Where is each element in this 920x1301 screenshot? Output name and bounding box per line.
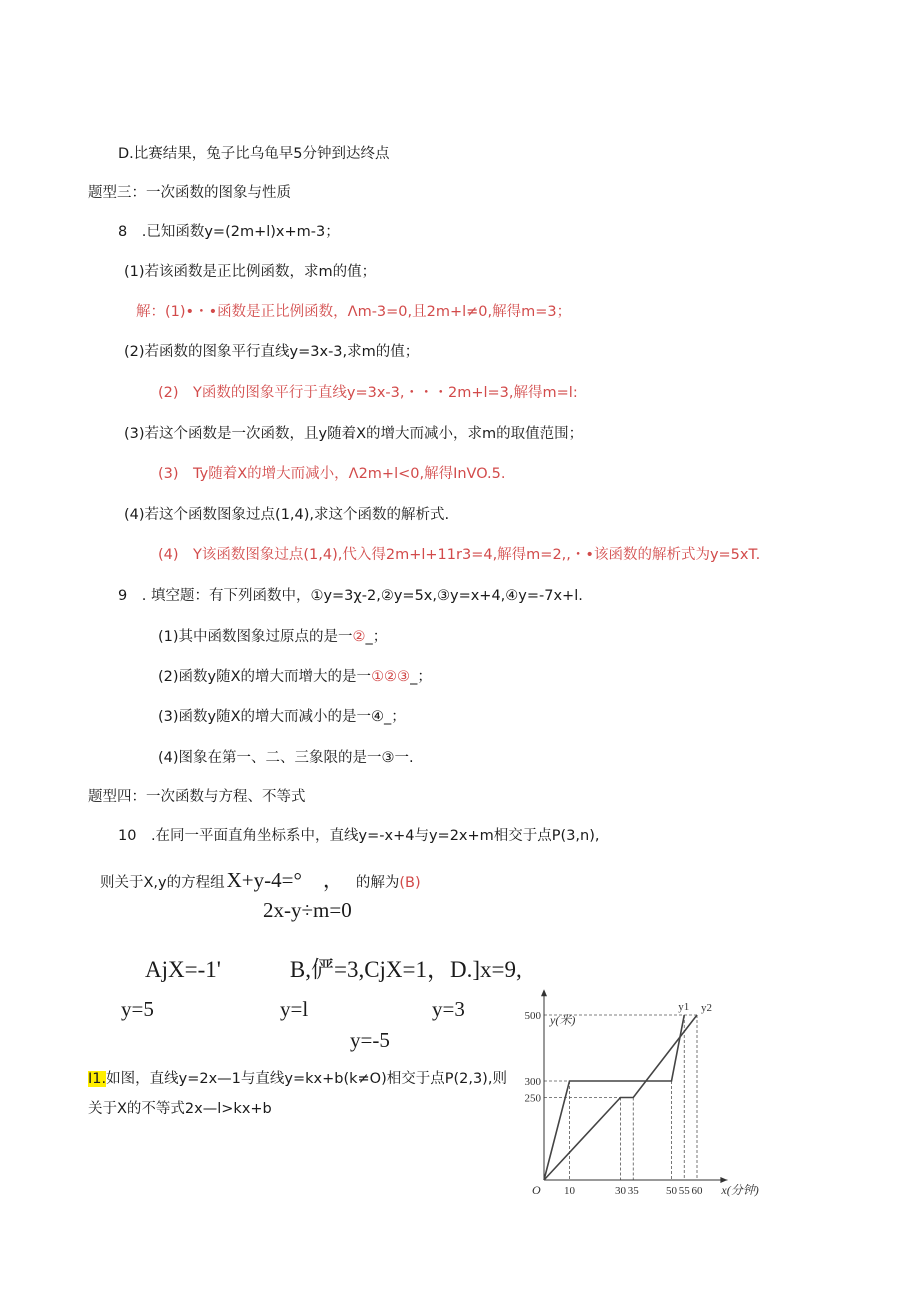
option-c-y: y=3 <box>432 997 465 1021</box>
question-8-part-4: (4)若这个函数图象过点(1,4),求这个函数的解析式. <box>124 507 450 523</box>
answer-8-part-1: 解：(1)•・•函数是正比例函数，Λm-3=0,且2m+l≠0,解得m=3； <box>136 304 572 320</box>
y-axis-label: y(米) <box>550 1013 576 1027</box>
question-8: 8 .已知函数y=(2m+l)x+m-3； <box>118 224 340 240</box>
question-10-equation-2: 2x-y÷m=0 <box>263 898 352 922</box>
question-9-part-1 <box>158 627 387 647</box>
q10-equation-1: X+y-4=° ， <box>226 868 344 892</box>
question-10-system <box>100 866 421 894</box>
question-11 <box>88 1069 507 1089</box>
question-9-part-4: (4)图象在第一、二、三象限的是一③一. <box>158 750 414 766</box>
option-b-y: y=l <box>280 997 309 1021</box>
section-heading-3: 题型三：一次函数的图象与性质 <box>88 185 291 201</box>
x-tick-label-10: 10 <box>564 1185 575 1197</box>
question-11-line-2: 关于X的不等式2x—l>kx+b <box>88 1101 272 1117</box>
origin-label: O <box>532 1183 541 1197</box>
question-10-options: AjX=-1' B,俨=3,CjX=1，D.]x=9, <box>145 957 522 982</box>
section-heading-4: 题型四：一次函数与方程、不等式 <box>88 789 306 805</box>
answer-8-part-4: (4) Y该函数图象过点(1,4),代入得2m+l+11r3=4,解得m=2,,・•该函数的解析式为y=5xT. <box>158 547 761 563</box>
q9-1-text: (1)其中函数图象过原点的是一 <box>158 629 353 645</box>
y-tick-label-250: 250 <box>524 1092 541 1105</box>
y-tick-label-300: 300 <box>524 1076 541 1088</box>
q9-1-tail: _； <box>365 629 388 645</box>
question-8-part-3: (3)若这个函数是一次函数，且y随着X的增大而减小，求m的取值范围； <box>124 426 584 442</box>
option-a-y: y=5 <box>121 997 154 1021</box>
q9-2-answer: ①②③ <box>371 669 411 685</box>
option-d-y: y=-5 <box>350 1028 390 1052</box>
x-tick-label-55: 55 <box>678 1185 690 1197</box>
q10-system-suffix: 的解为 <box>355 875 400 891</box>
option-d: D.比赛结果，兔子比乌龟早5分钟到达终点 <box>118 146 390 162</box>
y-axis-arrow <box>541 989 547 996</box>
x-tick-label-60: 60 <box>691 1185 703 1197</box>
q11-number: I1. <box>88 1071 107 1087</box>
answer-8-part-3: (3) Ty随着X的增大而减小，Λ2m+l<0,解得InVO.5. <box>158 466 506 482</box>
series-label-y1: y1 <box>678 1001 690 1013</box>
series-label-y2: y2 <box>701 1002 712 1014</box>
question-9-part-3: (3)函数y随X的增大而减小的是一④_； <box>158 709 406 725</box>
x-tick-label-50: 50 <box>666 1185 677 1197</box>
x-tick-label-30: 30 <box>615 1185 626 1197</box>
q9-2-text: (2)函数y随X的增大而增大的是一 <box>158 669 372 685</box>
q10-system-prefix: 则关于X,y的方程组 <box>100 875 225 891</box>
q11-text: 如图，直线y=2x—1与直线y=kx+b(k≠O)相交于点P(2,3),则 <box>106 1071 507 1087</box>
y-tick-label-500: 500 <box>524 1010 541 1022</box>
x-tick-label-35: 35 <box>627 1185 639 1197</box>
label-layer <box>525 1001 759 1197</box>
q9-2-tail: _； <box>410 669 432 685</box>
x-axis-label: x(分钟) <box>721 1183 759 1197</box>
answer-8-part-2: (2) Y函数的图象平行于直线y=3x-3,・・・2m+l=3,解得m=l: <box>158 385 578 401</box>
question-9-part-2 <box>158 667 432 687</box>
question-8-part-1: (1)若该函数是正比例函数，求m的值； <box>124 264 377 280</box>
q9-1-answer: ② <box>352 629 366 645</box>
question-10: 10 .在同一平面直角坐标系中，直线y=-x+4与y=2x+m相交于点P(3,n), <box>118 828 600 844</box>
question-9: 9 . 填空题：有下列函数中，①y=3χ-2,②y=5x,③y=x+4,④y=-7x+l. <box>118 588 583 604</box>
question-8-part-2: (2)若函数的图象平行直线y=3x-3,求m的值； <box>124 344 420 360</box>
q10-answer: (B) <box>399 875 421 891</box>
distance-time-graph <box>508 1001 770 1202</box>
